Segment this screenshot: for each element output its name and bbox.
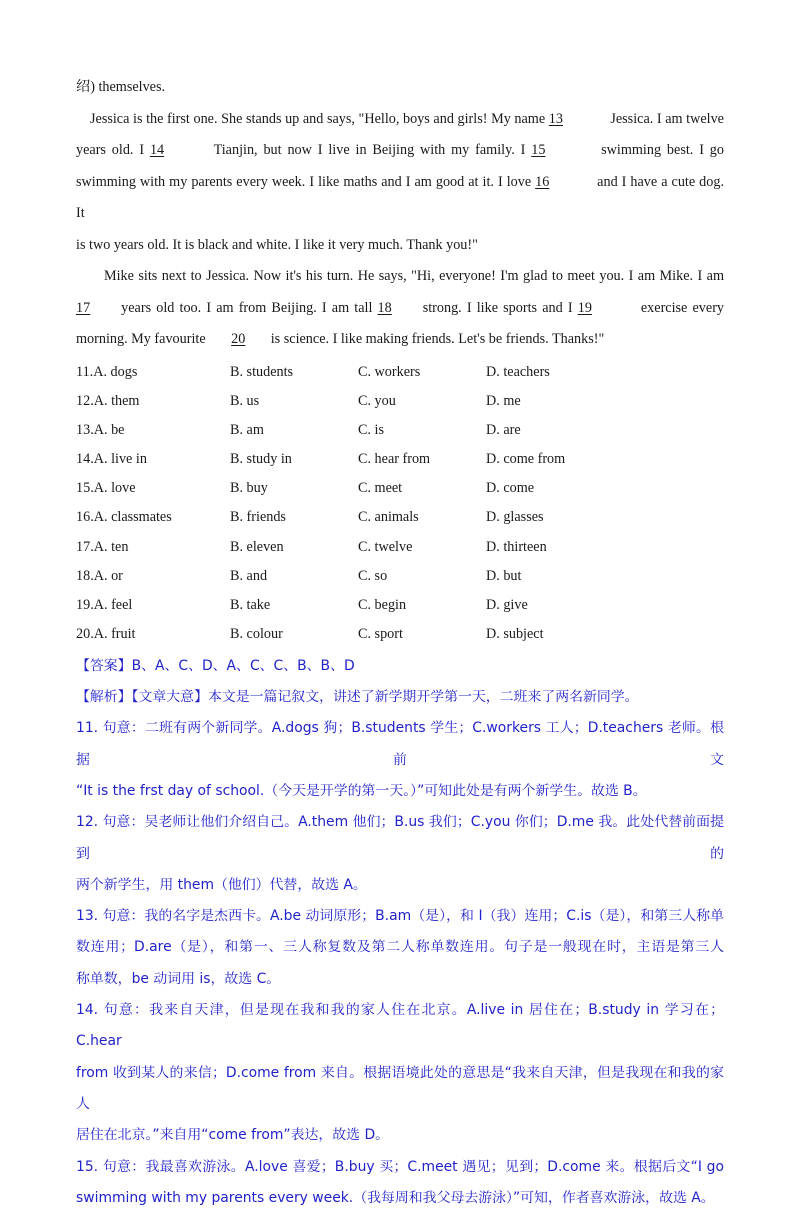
option-a: 14.A. live in [76,451,147,468]
text-span: Mike sits next to Jessica. Now it's his turn. He says, "Hi, everyone! I'm glad to meet you. I am Mike. I am [104,268,724,284]
option-d: D. thirteen [486,538,547,555]
explanation-11-line-2: “It is the frst day of school.（今天是开学的第一天。）”可知此处是有两个新学生。故选 B。 [76,782,647,799]
option-b: B. am [230,421,264,438]
option-d: D. give [486,597,528,613]
passage-paragraph-mike-line-1 [76,261,724,293]
text-span: morning. My favourite [76,331,210,347]
text-span: and I have a cute dog. It [76,173,725,221]
text-span: Jessica. I am twelve [606,110,724,127]
explanation-13-line-1: 13. 句意：我的名字是杰西卡。A.be 动词原形；B.am（是），和 I（我）连用；C.is（是），和第三人称单 [76,908,724,925]
blank-13: 13 [548,110,563,127]
explanation-13-line-2: 数连用；D.are（是），和第一、三人称复数及第二人称单数连用。句子是一般现在时，主语是第三人 [76,939,724,956]
option-c: C. twelve [358,538,413,555]
blank-16: 16 [535,173,550,190]
option-d: D. are [486,421,521,438]
option-c: C. workers [358,363,421,380]
option-d: D. but [486,567,522,584]
options-list [76,358,724,650]
option-row-12 [76,387,724,416]
option-a: 18.A. or [76,567,123,584]
option-b: B. students [230,363,294,380]
option-row-14 [76,445,724,474]
option-b: B. and [230,567,268,584]
text-span: years old too. I am from Beijing. I am tall [116,299,378,316]
blank-14: 14 [149,142,165,158]
option-row-15 [76,474,724,503]
answer-key: 【答案】B、A、C、D、A、C、C、B、B、D [76,658,355,675]
blank-18: 18 [377,299,392,316]
option-b: B. buy [230,480,268,497]
analysis-heading: 【解析】【文章大意】本文是一篇记叙文，讲述了新学期开学第一天，二班来了两名新同学。 [76,689,639,706]
option-c: C. animals [358,509,419,526]
option-a: 19.A. feel [76,597,133,613]
option-a: 15.A. love [76,480,136,497]
explanation-15-line-2: swimming with my parents every week.（我每周和我父母去游泳）”可知，作者喜欢游泳，故选 A。 [76,1189,715,1206]
explanation-13-line-3: 称单数，be 动词用 is，故选 C。 [76,970,281,987]
option-c: C. hear from [358,451,431,468]
passage-paragraph-jessica-line-1 [76,104,724,136]
text-span: Tianjin, but now I live in Beijing with my family. I [207,142,532,158]
option-d: D. teachers [486,363,550,380]
text-span: is science. I like making friends. Let's be friends. Thanks!" [267,331,605,347]
text-span: Jessica is the first one. She stands up and says, "Hello, boys and girls! My name [90,110,549,127]
passage-paragraph-jessica-line-2 [76,135,724,167]
option-row-19 [76,591,724,620]
blank-20: 20 [231,331,246,347]
option-d: D. me [486,392,521,409]
option-row-18 [76,562,724,591]
passage-paragraph-mike-line-2 [76,293,724,325]
text-span: swimming best. I go [595,142,724,158]
text-span: exercise every [635,299,725,316]
option-d: D. come [486,480,535,497]
explanation-14-line-1: 14. 句意：我来自天津，但是现在我和我的家人住在北京。A.live in 居住在；B.study in 学习在；C.hear [76,1002,724,1050]
explanation-14-line-2: from 收到某人的来信；D.come from 来自。根据语境此处的意思是“我来自天津，但是我现在和我的家人 [76,1064,724,1112]
option-a: 17.A. ten [76,538,129,555]
option-c: C. sport [358,626,403,643]
option-b: B. study in [230,451,292,468]
option-b: B. take [230,597,271,613]
option-b: B. colour [230,626,283,643]
text-span: strong. I like sports and I [417,299,578,316]
option-c: C. so [358,567,388,584]
option-d: D. glasses [486,509,544,526]
option-c: C. begin [358,597,407,613]
explanation-11-line-1: 11. 句意：二班有两个新同学。A.dogs 狗；B.students 学生；C.workers 工人；D.teachers 老师。根据前文 [76,720,724,768]
option-c: C. meet [358,480,403,497]
explanation-12-line-1: 12. 句意：吴老师让他们介绍自己。A.them 他们；B.us 我们；C.you 你们；D.me 我。此处代替前面提到的 [76,814,724,862]
option-b: B. friends [230,509,286,526]
option-row-20 [76,620,724,649]
text-span: swimming with my parents every week. I like maths and I am good at it. I love [76,173,536,190]
option-a: 12.A. them [76,392,140,409]
option-b: B. eleven [230,538,284,555]
document-page [76,72,724,1214]
option-d: D. come from [486,451,566,468]
option-row-17 [76,533,724,562]
option-a: 20.A. fruit [76,626,136,643]
explanations [76,713,724,1214]
option-a: 16.A. classmates [76,509,172,526]
explanation-12-line-2: 两个新学生，用 them（他们）代替，故选 A。 [76,876,367,893]
option-row-13 [76,416,724,445]
explanation-14-line-3: 居住在北京。”来自用“come from”表达，故选 D。 [76,1127,390,1144]
option-a: 13.A. be [76,421,125,438]
option-d: D. subject [486,626,544,643]
passage-paragraph-mike-line-3 [76,324,724,356]
option-c: C. is [358,421,385,438]
passage-line: 绍) themselves. [76,79,166,95]
passage-paragraph-jessica-line-3 [76,167,724,230]
blank-15: 15 [531,142,546,158]
option-b: B. us [230,392,260,409]
explanation-15-line-1: 15. 句意：我最喜欢游泳。A.love 喜爱；B.buy 买；C.meet 遇见；见到；D.come 来。根据后文“I go [76,1158,724,1175]
text-span: years old. I [76,142,150,158]
option-row-16 [76,503,724,532]
blank-19: 19 [577,299,592,316]
passage-paragraph-jessica-line-4: is two years old. It is black and white. I like it very much. Thank you!" [76,236,478,253]
blank-17: 17 [76,299,91,316]
option-c: C. you [358,392,396,409]
option-row-11 [76,358,724,387]
option-a: 11.A. dogs [76,363,138,380]
